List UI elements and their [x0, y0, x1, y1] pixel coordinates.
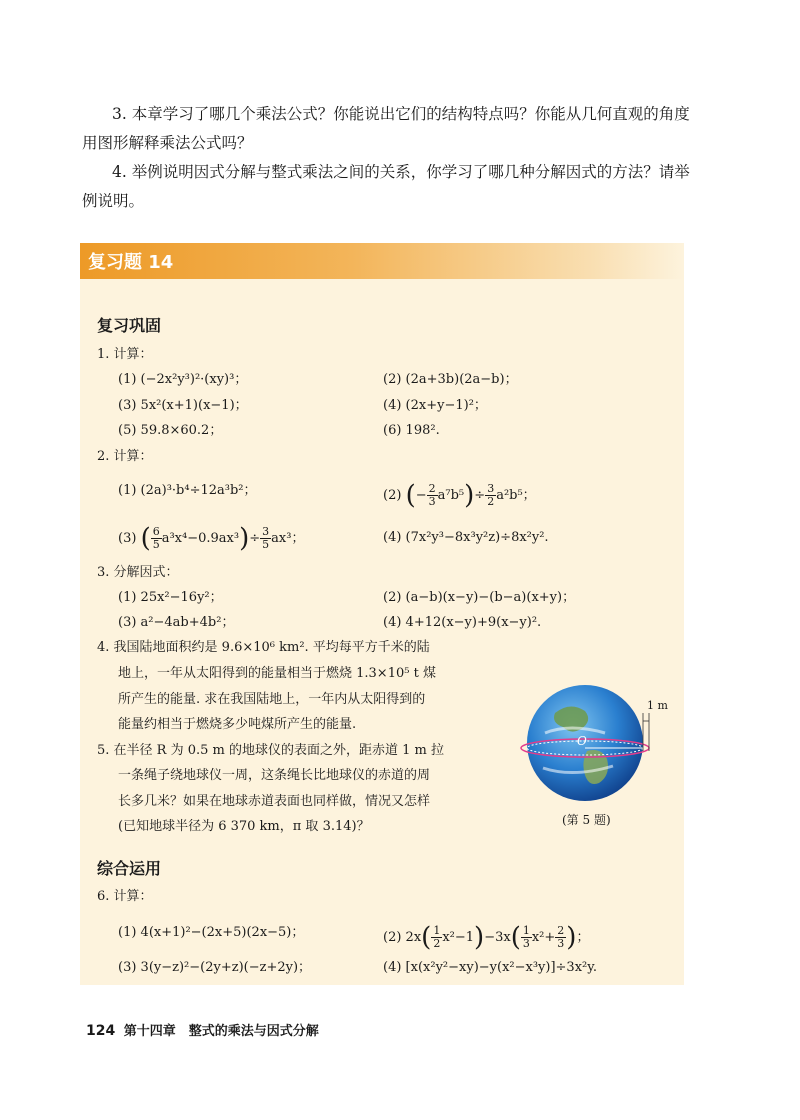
p6-item-1: (1) 4(x+1)²−(2x+5)(2x−5)；	[118, 925, 305, 940]
fraction-numerator: 3	[262, 525, 270, 538]
page-footer	[86, 1020, 319, 1039]
paren-open: (	[140, 523, 151, 554]
p3-item-2: (2) (a−b)(x−y)−(b−a)(x+y)；	[383, 590, 576, 605]
p6-item-4: (4) [x(x²y²−xy)−y(x²−x³y)]÷3x²y.	[383, 960, 597, 975]
p1-item-2: (2) (2a+3b)(2a−b)；	[383, 372, 518, 387]
paren-close: )	[239, 523, 250, 554]
p2-item-3-prefix: (3)	[118, 531, 137, 546]
fraction	[485, 483, 496, 508]
paren-close: )	[474, 922, 485, 953]
p1-item-3: (3) 5x²(x+1)(x−1)；	[118, 398, 248, 413]
p6-label: 6. 计算：	[97, 889, 153, 904]
p2-item-1: (1) (2a)³·b⁴÷12a³b²；	[118, 483, 257, 498]
paren-close: )	[464, 480, 475, 511]
chapter-title: 第十四章 整式的乘法与因式分解	[123, 1024, 319, 1039]
fraction	[555, 925, 566, 950]
p2-item-3: (3) ( $\frac{6}{5}$ a³x⁴−0.9ax³)÷ $\frac{3}{5}$ ax³；	[118, 523, 305, 554]
p1-item-1: (1) (−2x²y³)²·(xy)³；	[118, 372, 248, 387]
p6-item-2-mid3: x²+	[531, 930, 556, 945]
review-box	[80, 243, 684, 985]
p3-item-4: (4) 4+12(x−y)+9(x−y)².	[383, 615, 542, 630]
p2-item-3-post: ax³；	[271, 531, 305, 546]
p5-line-2: 一条绳子绕地球仪一周，这条绳长比地球仪的赤道的周	[118, 768, 431, 783]
p4-line-3: 所产生的能量. 求在我国陆地上，一年内从太阳得到的	[118, 692, 426, 707]
fraction-numerator: 3	[487, 482, 495, 495]
p5-line-4: (已知地球半径为 6 370 km，π 取 3.14)？	[118, 819, 370, 834]
fraction-denominator: 2	[487, 495, 495, 508]
p3-item-1: (1) 25x²−16y²；	[118, 590, 223, 605]
section-review: 复习巩固	[97, 316, 162, 335]
p4-line-4: 能量约相当于燃烧多少吨煤所产生的能量.	[118, 717, 357, 732]
fraction-numerator: 2	[428, 482, 436, 495]
fraction	[260, 526, 271, 551]
p2-item-2: (2) (− $\frac{2}{3}$ a⁷b⁵)÷ $\frac{3}{2}$ a²b⁵；	[383, 480, 536, 511]
p4-line-2: 地上，一年从太阳得到的能量相当于燃烧 1.3×10⁵ t 煤	[118, 666, 436, 681]
fraction	[431, 925, 442, 950]
fraction-numerator: 6	[152, 525, 160, 538]
fraction-denominator: 5	[152, 538, 160, 551]
fraction	[151, 526, 162, 551]
p1-item-4: (4) (2x+y−1)²；	[383, 398, 487, 413]
section-application: 综合运用	[97, 859, 162, 878]
p2-label: 2. 计算：	[97, 449, 153, 464]
p3-item-3: (3) a²−4ab+4b²；	[118, 615, 235, 630]
p2-item-2-mid: a⁷b⁵	[437, 488, 465, 503]
p2-item-4: (4) (7x²y³−8x³y²z)÷8x²y².	[383, 530, 549, 545]
p3-label: 3. 分解因式：	[97, 565, 179, 580]
p2-item-3-mid: a³x⁴−0.9ax³	[161, 531, 240, 546]
fraction-numerator: 1	[433, 924, 441, 937]
globe-illustration	[515, 673, 675, 833]
fraction	[427, 483, 438, 508]
fraction-denominator: 2	[433, 937, 441, 950]
page-number: 124	[86, 1023, 116, 1039]
intro-questions	[82, 100, 702, 216]
fraction-denominator: 3	[522, 937, 530, 950]
fraction-denominator: 3	[428, 495, 436, 508]
review-title: 复习题 14	[88, 252, 174, 273]
paren-open: (	[405, 480, 416, 511]
p5-line-3: 长多几米？如果在地球赤道表面也同样做，情况又怎样	[118, 794, 431, 809]
p5-line-1: 5. 在半径 R 为 0.5 m 的地球仪的表面之外，距赤道 1 m 拉	[97, 743, 444, 758]
fraction-denominator: 5	[262, 538, 270, 551]
p6-item-2-post: ；	[576, 930, 590, 945]
p6-item-2	[383, 922, 590, 953]
p1-item-5: (5) 59.8×60.2；	[118, 423, 223, 438]
fraction	[521, 925, 532, 950]
p4-line-1: 4. 我国陆地面积约是 9.6×10⁶ km². 平均每平方千米的陆	[97, 640, 430, 655]
figure-caption: (第 5 题)	[562, 813, 611, 827]
p2-item-2-post: a²b⁵；	[496, 488, 536, 503]
p2-item-2-prefix: (2)	[383, 488, 402, 503]
p6-item-2-prefix: (2) 2x	[383, 930, 422, 945]
p6-item-3: (3) 3(y−z)²−(2y+z)(−z+2y)；	[118, 960, 312, 975]
center-label: O	[577, 734, 587, 748]
review-header	[80, 243, 684, 279]
p6-item-2-mid2: −3x	[484, 930, 511, 945]
globe-figure	[515, 673, 675, 833]
p1-item-6: (6) 198².	[383, 423, 440, 438]
question-3: 3. 本章学习了哪几个乘法公式？你能说出它们的结构特点吗？你能从几何直观的角度用图形解释乘法公式吗？	[82, 105, 690, 152]
p6-item-2-mid: x²−1	[442, 930, 475, 945]
dimension-label: 1 m	[647, 699, 668, 712]
fraction-denominator: 3	[557, 937, 565, 950]
fraction-numerator: 1	[522, 924, 530, 937]
fraction-numerator: 2	[557, 924, 565, 937]
question-4: 4. 举例说明因式分解与整式乘法之间的关系，你学习了哪几种分解因式的方法？请举例说明。	[82, 163, 690, 210]
paren-open: (	[421, 922, 432, 953]
paren-close: )	[566, 922, 577, 953]
p1-label: 1. 计算：	[97, 347, 153, 362]
paren-open: (	[510, 922, 521, 953]
